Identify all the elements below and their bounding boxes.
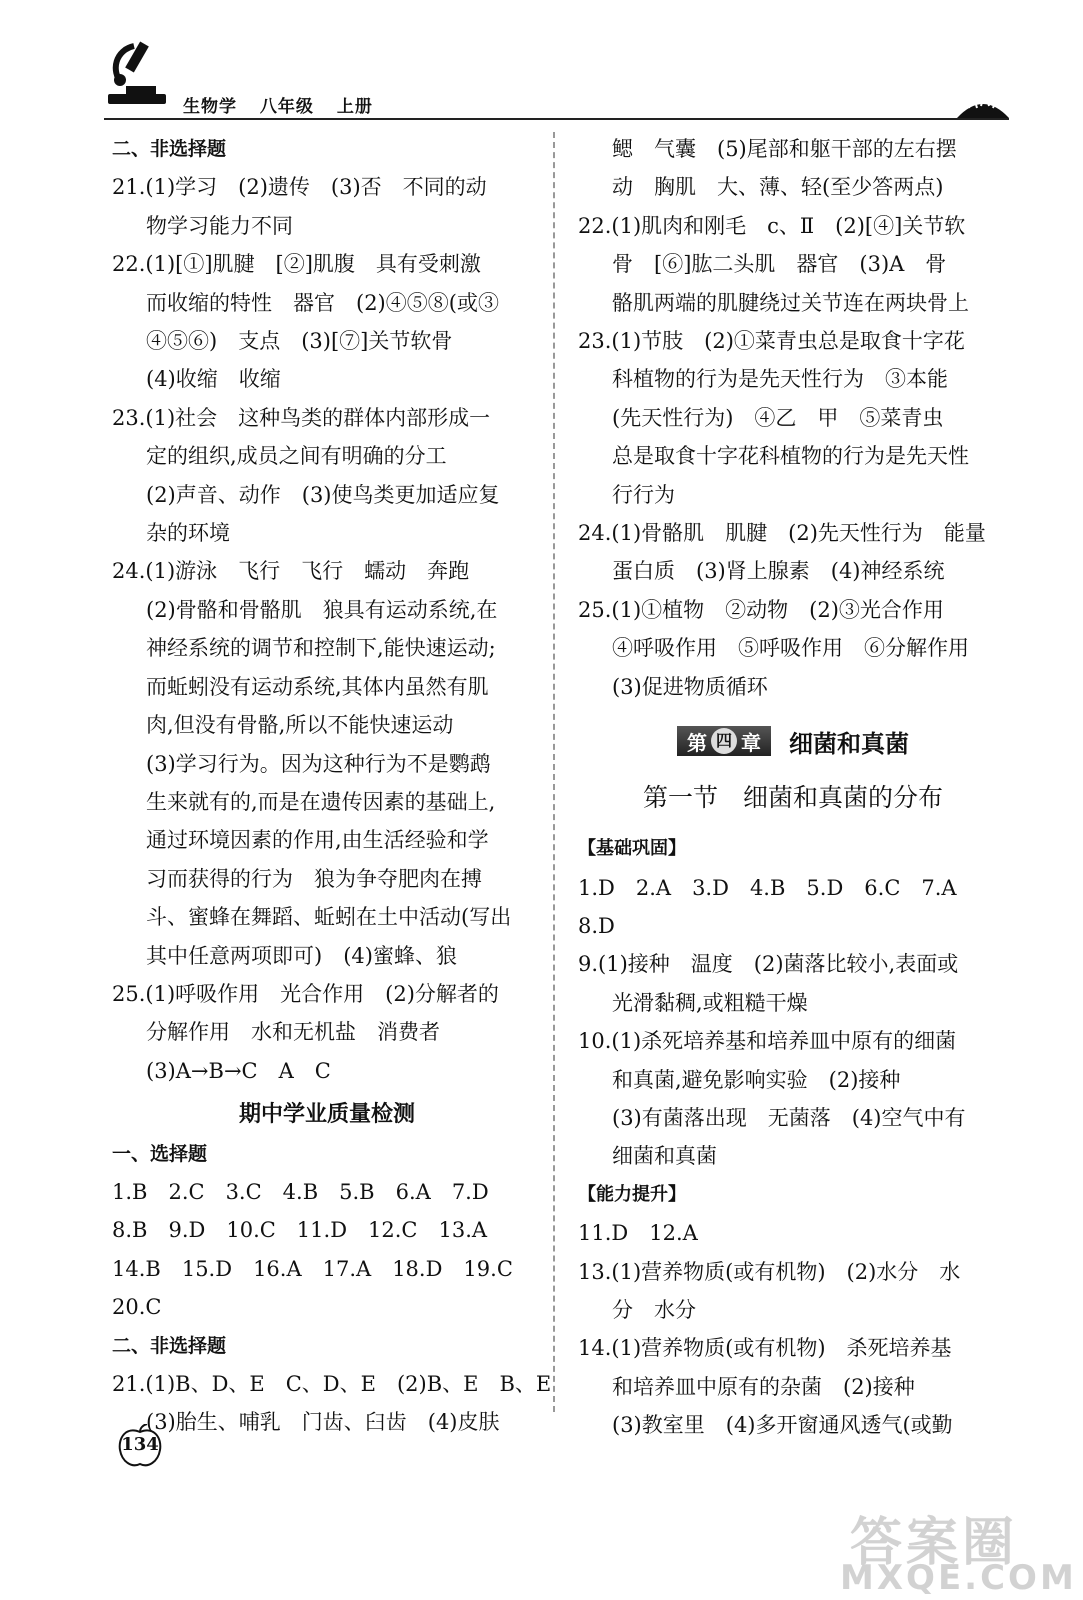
header-subject: 生物学 [183, 97, 237, 117]
answer-line: 24.(1)游泳 飞行 飞行 蠕动 奔跑 [112, 559, 470, 584]
answer-line: 而蚯蚓没有运动系统,其体内虽然有肌 [146, 674, 489, 699]
header-rule [104, 118, 1009, 120]
answer-line: 和培养皿中原有的杂菌 (2)接种 [612, 1374, 915, 1399]
answer-line: 21.(1)B、D、E C、D、E (2)B、E B、E [112, 1372, 552, 1396]
column-divider [553, 132, 555, 1412]
answer-line: 蛋白质 (3)肾上腺素 (4)神经系统 [612, 559, 945, 584]
answer-line: (3)A→B→C A C [146, 1058, 331, 1083]
answer-line: 神经系统的调节和控制下,能快速运动; [146, 636, 496, 661]
chapter-number: 四 [711, 728, 737, 754]
answer-line: 二、非选择题 [112, 1334, 227, 1357]
answer-line: 20.C [112, 1295, 162, 1320]
answer-line: 细菌和真菌 [612, 1144, 717, 1169]
answer-line: 杂的环境 [146, 521, 230, 546]
answer-line: 通过环境因素的作用,由生活经验和学 [146, 828, 489, 853]
chapter-prefix: 第 [687, 730, 707, 755]
answer-line: 25.(1)①植物 ②动物 (2)③光合作用 [578, 597, 944, 622]
answer-line: ④⑤⑥) 支点 (3)[⑦]关节软骨 [146, 329, 453, 354]
answer-line: 13.(1)营养物质(或有机物) (2)水分 水 [578, 1259, 961, 1284]
answer-line: 其中任意两项即可) (4)蜜蜂、狼 [146, 943, 457, 968]
answer-line: ④呼吸作用 ⑤呼吸作用 ⑥分解作用 [612, 636, 969, 661]
answer-line: 分 水分 [612, 1297, 696, 1322]
answer-line: 一、选择题 [112, 1142, 208, 1165]
page-number-text: 134 [121, 1434, 159, 1455]
answer-line: 动 胸肌 大、薄、轻(至少答两点) [612, 175, 944, 200]
right-column [578, 130, 1008, 1445]
answer-line: 斗、蜜蜂在舞蹈、蚯蚓在土中活动(写出 [146, 905, 512, 930]
answer-line: 鳃 气囊 (5)尾部和躯干部的左右摆 [612, 137, 957, 161]
answer-line: 22.(1)[①]肌腱 [②]肌腹 具有受刺激 [112, 252, 481, 277]
watermark [830, 1500, 1080, 1600]
answer-line: 22.(1)肌肉和刚毛 c、Ⅱ (2)[④]关节软 [578, 213, 966, 238]
chapter-suffix: 章 [741, 730, 761, 755]
answer-line: 23.(1)节肢 (2)①菜青虫总是取食十字花 [578, 329, 965, 354]
microscope-logo-icon [104, 40, 170, 112]
answer-line: 24.(1)骨骼肌 肌腱 (2)先天性行为 能量 [578, 521, 986, 546]
page-header [0, 0, 1083, 118]
corner-decoration-icon [955, 84, 1011, 120]
answer-line: 14.B 15.D 16.A 17.A 18.D 19.C [112, 1256, 513, 1281]
answer-line: (3)有菌落出现 无菌落 (4)空气中有 [612, 1105, 966, 1130]
answer-line: 【能力提升】 [578, 1183, 686, 1205]
answer-line: 骼肌两端的肌腱绕过关节连在两块骨上 [612, 290, 969, 315]
left-column [112, 130, 552, 1442]
answer-line: 肉,但没有骨骼,所以不能快速运动 [146, 713, 454, 738]
answer-line: 生来就有的,而是在遗传因素的基础上, [146, 789, 496, 814]
chapter-label [677, 726, 771, 756]
answer-line: 科植物的行为是先天性行为 ③本能 [612, 367, 948, 392]
answer-line: (3)学习行为。因为这种行为不是鹦鹉 [146, 751, 491, 776]
answer-line: 21.(1)学习 (2)遗传 (3)否 不同的动 [112, 175, 487, 200]
answer-line: 和真菌,避免影响实验 (2)接种 [612, 1067, 901, 1092]
answer-line: (先天性行为) ④乙 甲 ⑤菜青虫 [612, 405, 944, 430]
header-volume: 上册 [336, 97, 373, 117]
answer-line: 14.(1)营养物质(或有机物) 杀死培养基 [578, 1336, 952, 1361]
answer-line: (3)促进物质循环 [612, 674, 768, 699]
watermark-line1: 答案圈 [850, 1513, 1019, 1573]
header-grade: 八年级 [259, 97, 314, 117]
answer-line: 8.D [578, 913, 615, 938]
answer-line: 【基础巩固】 [578, 838, 686, 860]
answer-line: 期中学业质量检测 [238, 1102, 415, 1128]
right-column-bottom [578, 830, 1008, 1445]
answer-line: 光滑黏稠,或粗糙干燥 [612, 990, 808, 1015]
chapter-title: 细菌和真菌 [789, 729, 909, 758]
answer-line: 8.B 9.D 10.C 11.D 12.C 13.A [112, 1218, 488, 1243]
section-title: 第一节 细菌和真菌的分布 [642, 783, 943, 813]
answer-line: (4)收缩 收缩 [146, 367, 281, 392]
right-column-top [578, 130, 1008, 706]
answer-line: 定的组织,成员之间有明确的分工 [146, 444, 447, 469]
answer-line: (3)教室里 (4)多开窗通风透气(或勤 [612, 1413, 953, 1438]
watermark-line2: MXQE.COM [840, 1558, 1077, 1598]
chapter-heading [578, 710, 1008, 772]
answer-line: 11.D 12.A [578, 1221, 698, 1246]
answer-line: 1.D 2.A 3.D 4.B 5.D 6.C 7.A [578, 875, 957, 900]
answer-line: 25.(1)呼吸作用 光合作用 (2)分解者的 [112, 981, 499, 1006]
answer-line: 9.(1)接种 温度 (2)菌落比较小,表面或 [578, 952, 959, 977]
answer-line: 1.B 2.C 3.C 4.B 5.B 6.A 7.D [112, 1179, 489, 1204]
answer-line: (2)骨骼和骨骼肌 狼具有运动系统,在 [146, 597, 498, 622]
answer-line: 10.(1)杀死培养基和培养皿中原有的细菌 [578, 1029, 957, 1054]
answer-line: 分解作用 水和无机盐 消费者 [146, 1020, 440, 1045]
answer-line: 行行为 [612, 482, 675, 507]
answer-line: 骨 [⑥]肱二头肌 器官 (3)A 骨 [612, 252, 947, 277]
page-number [116, 1424, 164, 1468]
answer-line: (3)胎生、哺乳 门齿、臼齿 (4)皮肤 [146, 1410, 500, 1435]
answer-line: 23.(1)社会 这种鸟类的群体内部形成一 [112, 405, 491, 430]
answer-line: 物学习能力不同 [146, 213, 293, 238]
answer-line: 习而获得的行为 狼为争夺肥肉在搏 [146, 866, 482, 891]
answer-line: 总是取食十字花科植物的行为是先天性 [612, 444, 969, 469]
answer-line: 二、非选择题 [112, 138, 227, 160]
answer-line: 而收缩的特性 器官 (2)④⑤⑧(或③ [146, 290, 499, 315]
answer-line: (2)声音、动作 (3)使鸟类更加适应复 [146, 482, 500, 507]
header-title [183, 92, 389, 117]
